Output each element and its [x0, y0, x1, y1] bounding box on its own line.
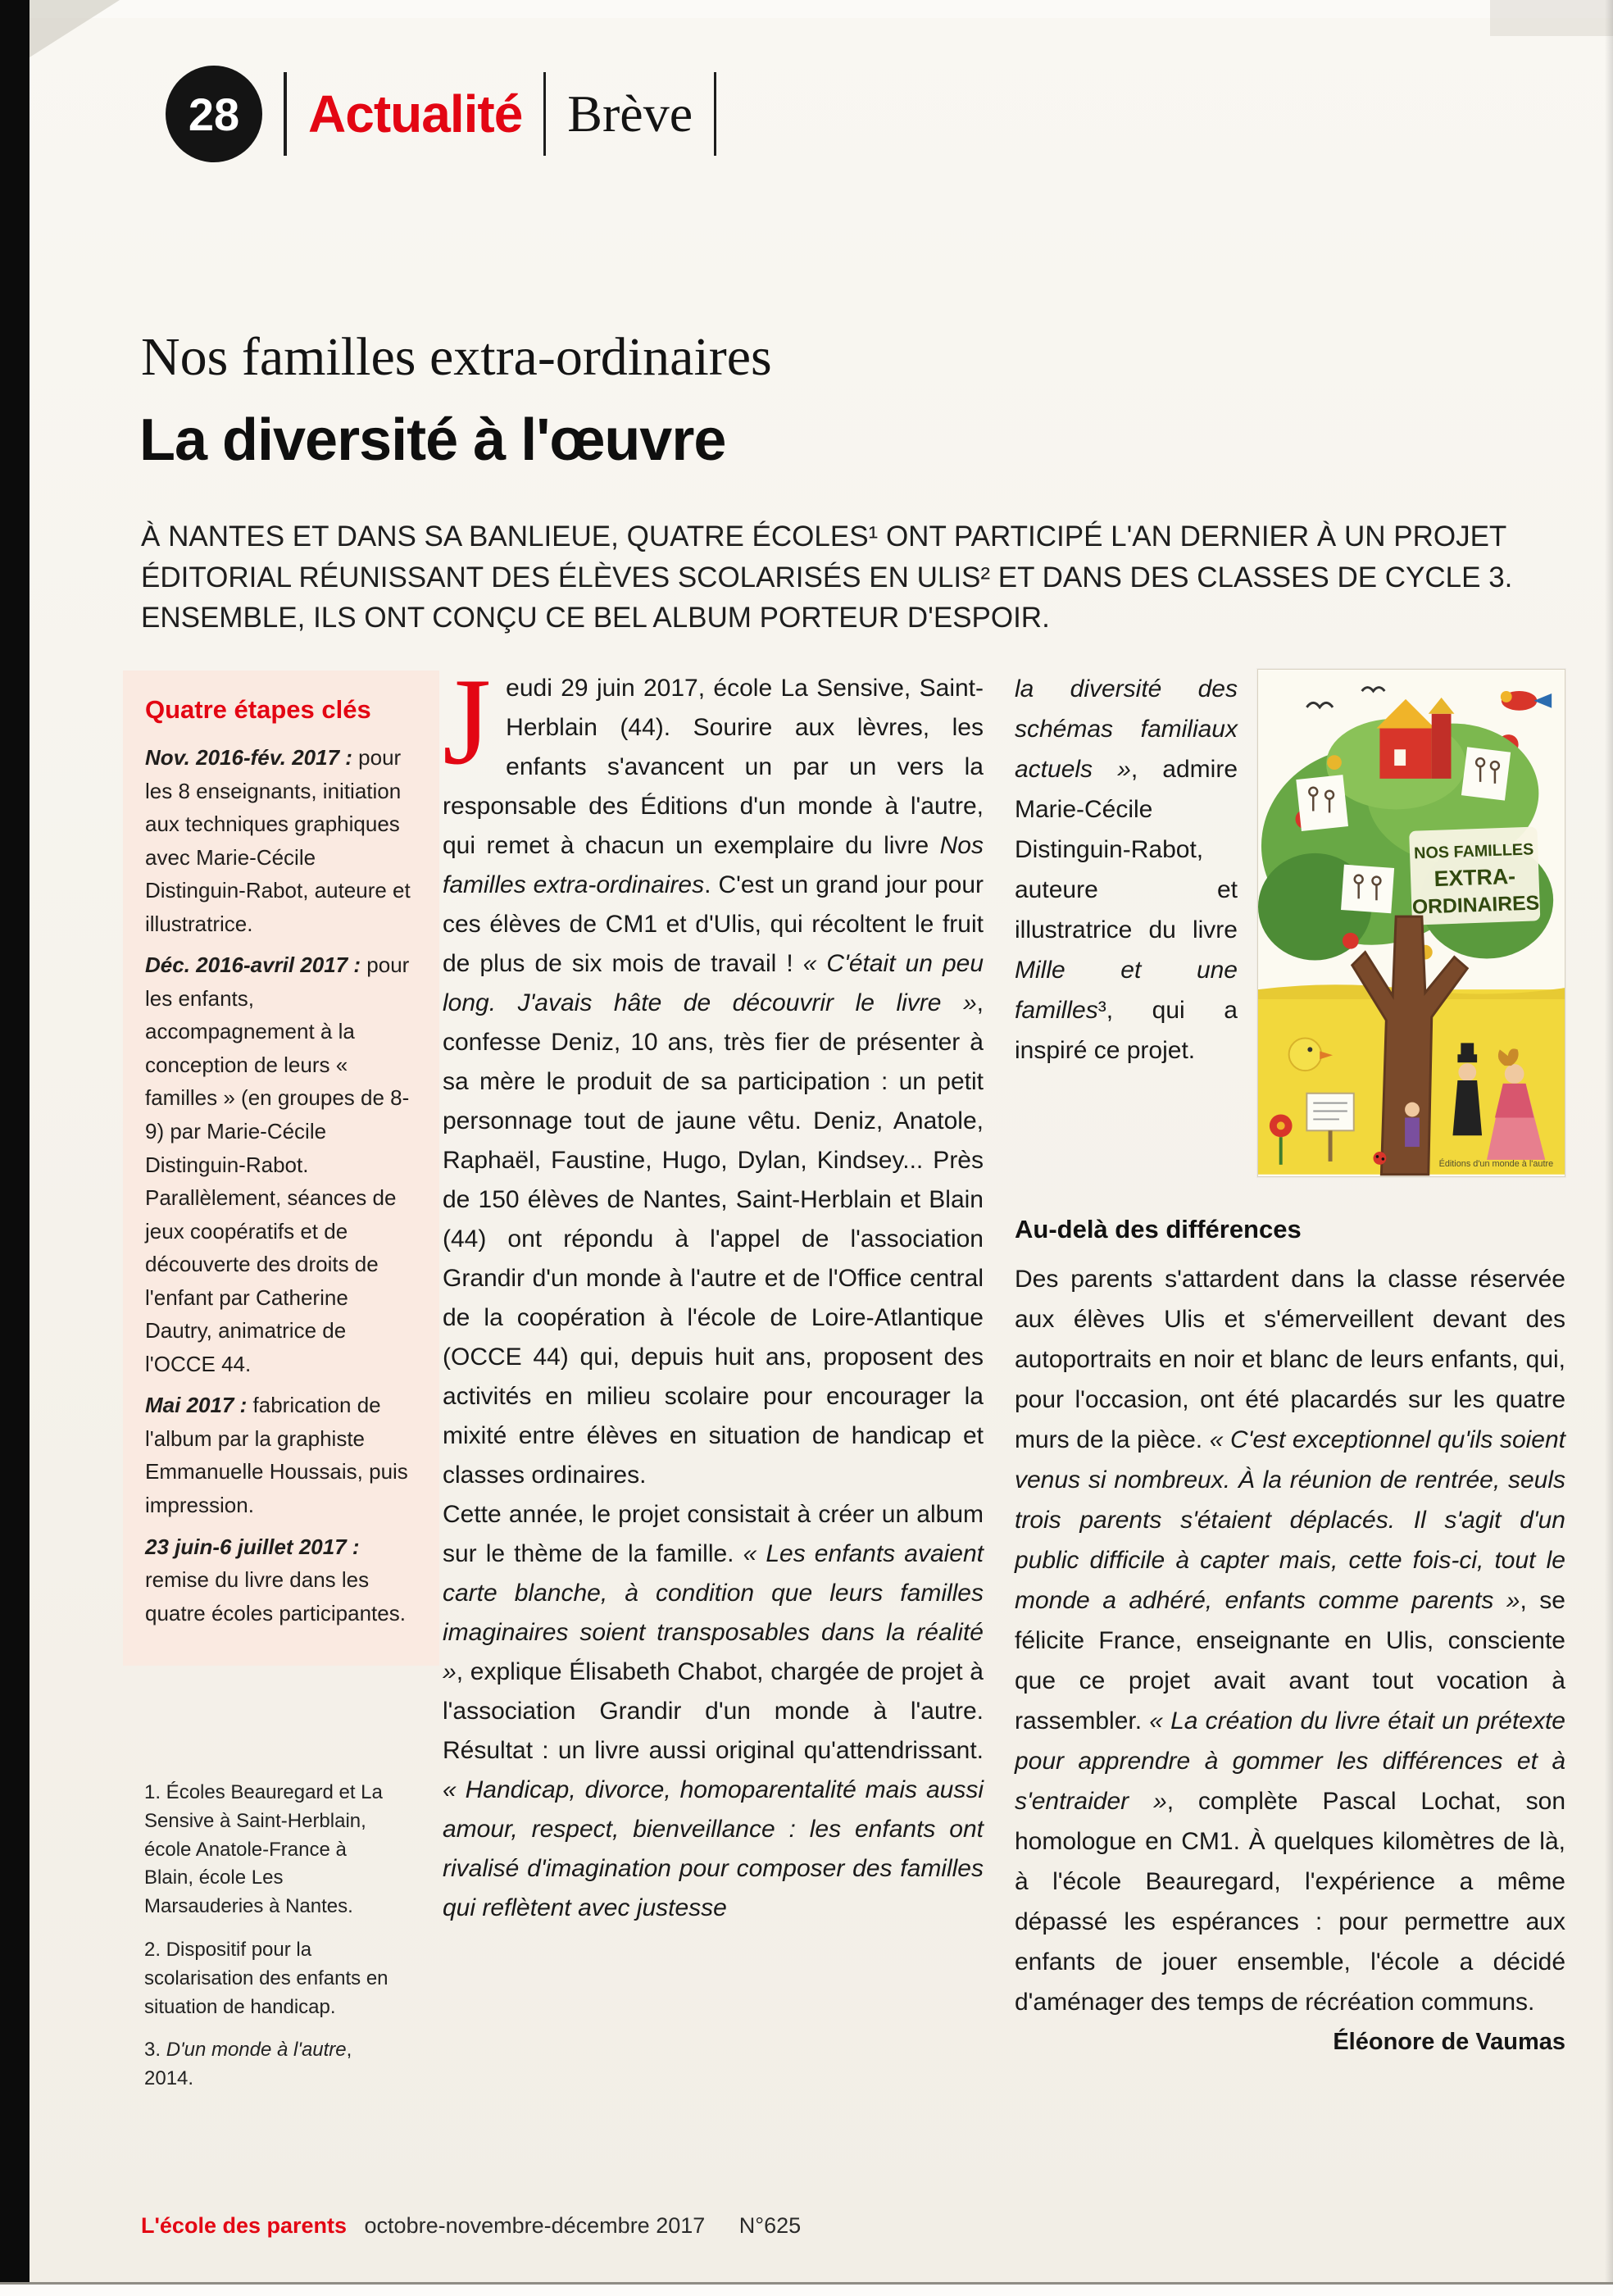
dropcap: J [443, 652, 492, 790]
column-top-row [1015, 669, 1565, 1177]
section-label: Actualité [308, 84, 523, 143]
article-column-2 [1015, 669, 1565, 2056]
paragraph-3: Des parents s'attardent dans la classe réservée aux élèves Ulis et s'émerveillent devant des autoportraits en noir et blanc de leurs enfants, qui, pour l'occasion, ont été placardés sur les quatre murs de la pièce. « C'est exceptionnel qu'ils soient venus si nombreux. À la réunion de rentrée, seuls trois parents s'étaient déplacés. Il s'agit d'un public difficile à capter mais, cette fois-ci, tout le monde a adhéré, enfants comme parents », se félicite France, enseignante en Ulis, consciente que ce projet avait avant tout vocation à rassembler. « La création du livre était un prétexte pour apprendre à gommer les différences et à s'entraider », complète Pascal Lochat, son homologue en CM1. À quelques kilomètres de là, à l'école Beauregard, l'expérience a même dépassé les espérances : pour permettre aux enfants de jouer ensemble, l'école a décidé d'aménager des temps de récréation communs. [1015, 1266, 1565, 2016]
cover-title-line1: NOS FAMILLES [1413, 840, 1534, 863]
header-divider [714, 72, 716, 156]
keybox-step-1: Nov. 2016-fév. 2017 : pour les 8 enseignants, initiation aux techniques graphiques avec Marie-Cécile Distinguin-Rabot, auteure et illustratrice. [145, 745, 411, 936]
scan-corner-topleft [30, 0, 120, 57]
footnote-1: 1. Écoles Beauregard et La Sensive à Saint-Herblain, école Anatole-France à Blain, école Les Marsauderies à Nantes. [144, 1781, 383, 1918]
keybox-step-2: Déc. 2016-avril 2017 : pour les enfants, accompagnement à la conception de leurs « familles » (en groupes de 8-9) par Marie-Cécile Distinguin-Rabot. Parallèlement, séances de jeux coopératifs et de découverte des droits de l'enfant par Catherine Dautry, animatrice de l'OCCE 44. [145, 952, 410, 1376]
byline: Éléonore de Vaumas [1333, 2029, 1565, 2055]
paragraph-2: Cette année, le projet consistait à créer un album sur le thème de la famille. « Les enfants avaient carte blanche, à condition que leurs familles imaginaires soient transposables dans la réalité », explique Élisabeth Chabot, chargée de projet à l'association Grandir d'un monde à l'autre. Résultat : un livre aussi original qu'attendrissant. « Handicap, divorce, homoparentalité mais aussi amour, respect, bienveillance : les enfants ont rivalisé d'imagination pour composer des familles qui reflètent avec justesse [443, 1501, 984, 1921]
book-cover [1257, 669, 1565, 1177]
scan-edge-left [0, 0, 30, 2296]
scan-edge-bottom [0, 2285, 1613, 2296]
page-footer [141, 2213, 801, 2239]
cover-title [1409, 826, 1540, 925]
scan-edge-top [30, 0, 1613, 18]
footnotes [144, 1779, 400, 2108]
paragraph-continuation: la diversité des schémas familiaux actuels », admire Marie-Cécile Distinguin-Rabot, auteure et illustratrice du livre Mille et une familles³, qui a inspiré ce projet. [1015, 675, 1238, 1064]
kicker-title: Nos familles extra-ordinaires [141, 327, 772, 387]
page-header [166, 64, 716, 164]
standfirst: À NANTES ET DANS SA BANLIEUE, QUATRE ÉCOLES¹ ONT PARTICIPÉ L'AN DERNIER À UN PROJET ÉDITORIAL RÉUNISSANT DES ÉLÈVES SCOLARISÉS EN ULIS² ET DANS DES CLASSES DE CYCLE 3. ENSEMBLE, ILS ONT CONÇU CE BEL ALBUM PORTEUR D'ESPOIR. [141, 521, 1513, 634]
header-divider [543, 72, 546, 156]
key-steps-box [123, 671, 439, 1666]
issue-date: octobre-novembre-décembre 2017 [364, 2213, 706, 2238]
crosshead: Au-delà des différences [1015, 1215, 1302, 1243]
cover-title-line3: ORDINAIRES [1411, 892, 1540, 919]
page-number-badge [166, 66, 262, 162]
magazine-name: L'école des parents [141, 2213, 348, 2238]
footnote-3: 3. D'un monde à l'autre, 2014. [144, 2039, 352, 2090]
footnote-2: 2. Dispositif pour la scolarisation des enfants en situation de handicap. [144, 1938, 388, 2018]
subsection-label: Brève [567, 84, 693, 143]
keybox-step-4: 23 juin-6 juillet 2017 : remise du livre dans les quatre écoles participantes. [145, 1534, 406, 1625]
article-title: La diversité à l'œuvre [139, 407, 726, 473]
scan-corner-topright [1490, 0, 1613, 36]
article-column-1 [443, 652, 984, 1928]
keybox-step-3: Mai 2017 : fabrication de l'album par la graphiste Emmanuelle Houssais, puis impression. [145, 1393, 408, 1518]
keybox-title: Quatre étapes clés [145, 695, 371, 724]
cover-publisher-line: Éditions d'un monde à l'autre [1438, 1158, 1554, 1169]
book-cover-illustration [1258, 670, 1565, 1176]
paragraph-1 [443, 652, 984, 1495]
issue-number: N°625 [738, 2213, 802, 2238]
scan-edge-right [1605, 0, 1613, 2296]
header-divider [284, 72, 287, 156]
page-number: 28 [188, 88, 240, 140]
cover-title-line2: EXTRA- [1434, 863, 1516, 892]
paragraph-1-text: eudi 29 juin 2017, école La Sensive, Saint-Herblain (44). Sourire aux lèvres, les enfants s'avancent un par un vers la responsable des Éditions d'un monde à l'autre, qui remet à chacun un exemplaire du livre Nos familles extra-ordinaires. C'est un grand jour pour ces élèves de CM1 et d'Ulis, qui récoltent le fruit de plus de six mois de travail ! « C'était un peu long. J'avais hâte de découvrir le livre », confesse Deniz, 10 ans, très fier de présenter à sa mère le produit de sa participation : un petit personnage tout de jaune vêtu. Deniz, Anatole, Raphaël, Faustine, Hugo, Dylan, Kindsey... Près de 150 élèves de Nantes, Saint-Herblain et Blain (44) ont répondu à l'appel de l'association Grandir d'un monde à l'autre et de l'Office central de la coopération à l'école de Loire-Atlantique (OCCE 44) qui, depuis huit ans, proposent des activités en milieu scolaire pour encourager la mixité entre élèves en situation de handicap et classes ordinaires. [443, 675, 984, 1489]
